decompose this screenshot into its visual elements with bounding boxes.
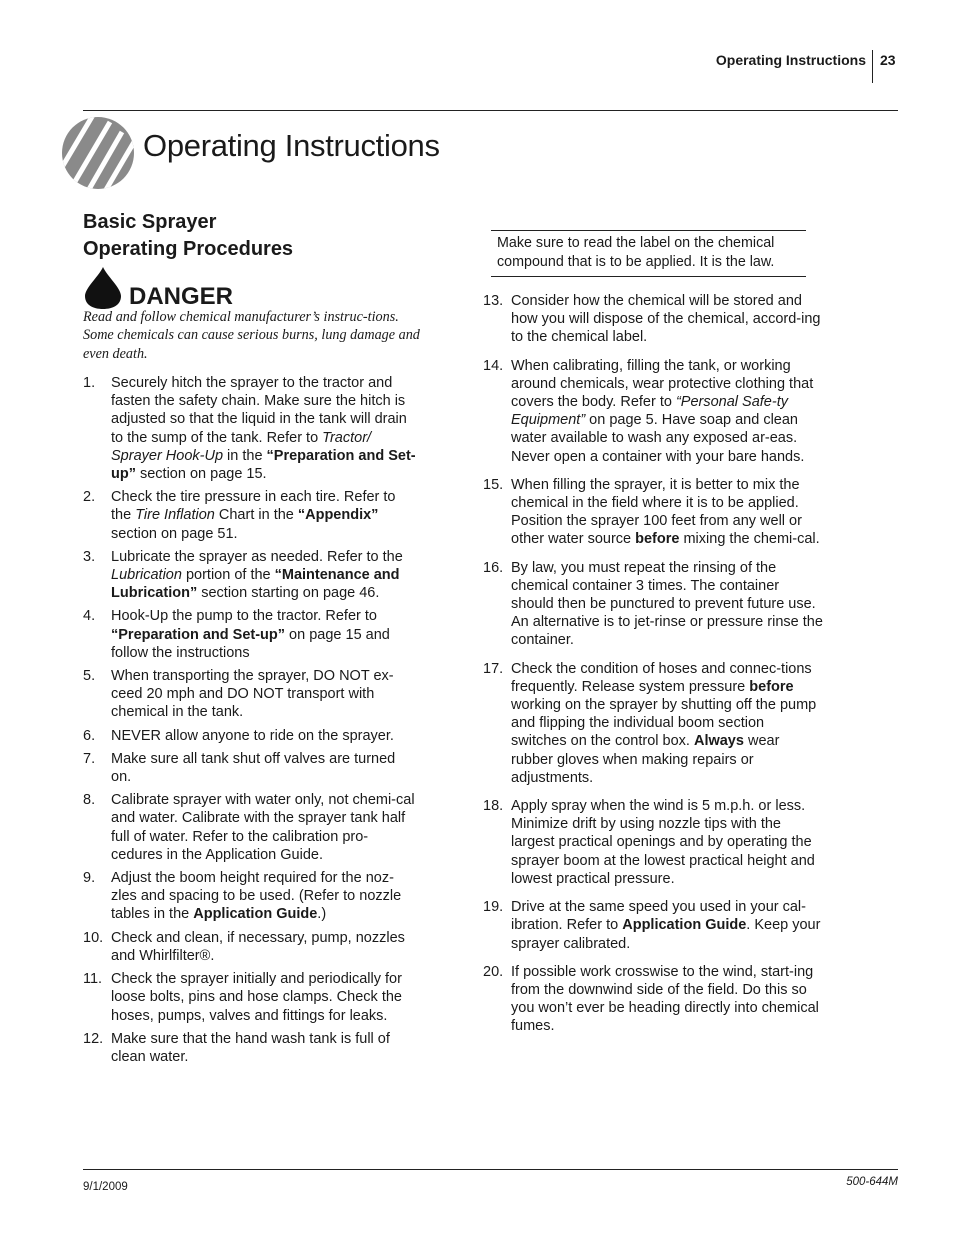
step-text	[511, 476, 823, 549]
step-text	[511, 292, 823, 347]
danger-teardrop-icon	[83, 266, 123, 310]
step-number: 17.	[483, 660, 504, 677]
step-item	[83, 374, 419, 483]
step-text-run: before	[635, 531, 680, 548]
step-text-run: in the	[223, 447, 267, 464]
step-text	[111, 488, 419, 543]
step-item	[483, 660, 823, 787]
step-text	[111, 869, 419, 924]
section-heading	[83, 209, 413, 263]
step-number: 7.	[83, 750, 96, 767]
section-heading-line-2: Operating Procedures	[83, 238, 294, 260]
step-text-run: . Keep your sprayer calibrated.	[511, 917, 821, 952]
step-number: 20.	[483, 963, 504, 980]
step-text-run: When filling the sprayer, it is better to mix the chemical in the field where it is to be applied. Position the sprayer 100 feet from any well or other water source	[511, 476, 802, 548]
step-text	[111, 374, 419, 483]
step-text-run: NEVER allow anyone to ride on the sprayer.	[111, 727, 394, 744]
step-text-run: “Preparation and Set-up”	[111, 447, 416, 483]
step-text-run: section on page 51.	[111, 525, 238, 542]
step-text-run: Securely hitch the sprayer to the tractor and fasten the safety chain. Make sure the hitch is adjusted so that the liquid in the tank will drain to the sump of the tank. Refer to	[111, 375, 407, 446]
page-number: 23	[880, 52, 896, 68]
step-text-run: Hook-Up the pump to the tractor. Refer to	[111, 608, 377, 625]
step-text-run: Lubrication	[111, 567, 182, 584]
step-text-run: Make sure that the hand wash tank is full of clean water.	[111, 1030, 390, 1065]
step-item	[83, 791, 419, 864]
step-text-run: working on the sprayer by shutting off the pump and flipping the individual boom section switches on the control box.	[511, 697, 817, 750]
step-number: 16.	[483, 559, 504, 576]
step-item	[83, 929, 419, 965]
step-number: 15.	[483, 476, 504, 493]
step-item	[83, 607, 419, 662]
step-number: 4.	[83, 608, 96, 625]
step-text-run: “Personal Safe-ty Equipment”	[511, 394, 788, 429]
step-item	[83, 750, 419, 786]
step-text-run: Chart in the	[214, 507, 298, 524]
step-number: 13.	[483, 293, 504, 309]
step-item	[483, 963, 823, 1036]
header-divider	[872, 50, 873, 83]
step-number: 3.	[83, 548, 96, 565]
step-text-run: Application Guide	[622, 917, 747, 934]
step-text-run: Drive at the same speed you used in your cal-ibration. Refer to	[511, 899, 806, 934]
step-text-run: before	[749, 678, 794, 695]
danger-label: DANGER	[129, 283, 234, 310]
step-text	[111, 548, 419, 603]
step-number: 18.	[483, 798, 504, 815]
step-text-run: Adjust the boom height required for the noz-zles and spacing to be used. (Refer to nozzle tables in the	[111, 870, 402, 923]
step-text-run: “Preparation and Set-up”	[111, 626, 286, 643]
step-text-run: When calibrating, filling the tank, or working around chemicals, wear protective clothing that covers the body. Refer to	[511, 357, 814, 411]
step-text-run: Apply spray when the wind is 5 m.p.h. or less. Minimize drift by using nozzle tips with the largest practical openings and by operating the sprayer boom at the lowest practical height and lowest practical pressure.	[511, 798, 815, 887]
step-text-run: section starting on page 46.	[197, 585, 380, 602]
step-text	[111, 791, 419, 864]
step-text-run: When transporting the sprayer, DO NOT ex-ceed 20 mph and DO NOT transport with chemical in the tank.	[111, 668, 394, 721]
step-text-run: .)	[317, 906, 327, 923]
step-text-run: section on page 15.	[135, 466, 267, 483]
top-rule	[83, 110, 898, 111]
step-text	[111, 750, 419, 786]
step-item	[83, 488, 419, 543]
step-item	[83, 869, 419, 924]
running-header-title: Operating Instructions	[715, 52, 866, 68]
step-text	[111, 727, 419, 745]
step-text-run: Check the condition of hoses and connec-tions frequently. Release system pressure	[511, 660, 812, 695]
step-item	[483, 357, 823, 466]
step-number: 5.	[83, 668, 96, 685]
step-text-run: on page 15 and follow the instructions	[111, 626, 390, 661]
step-number: 10.	[83, 929, 104, 946]
step-text-run: “Appendix”	[297, 507, 379, 524]
step-item	[483, 476, 823, 549]
chemical-label-note	[491, 230, 806, 277]
step-text-run: Check and clean, if necessary, pump, nozzles and Whirlfilter®.	[111, 929, 405, 964]
step-item	[83, 727, 419, 745]
step-text-run: Tractor/ Sprayer Hook-Up	[111, 429, 372, 464]
step-text-run: mixing the chemi-cal.	[679, 531, 820, 548]
danger-warning-text: Read and follow chemical manufacturer’s instruc-tions. Some chemicals can cause serious burns, lung damage and even death.	[83, 309, 420, 362]
step-text	[511, 898, 823, 953]
step-text	[111, 607, 419, 662]
step-item	[483, 898, 823, 953]
step-text-run: Tire Inflation	[135, 507, 215, 524]
step-item	[83, 970, 419, 1025]
step-item	[83, 1030, 419, 1066]
note-text: Make sure to read the label on the chemical compound that is to be applied. It is the law.	[497, 235, 775, 270]
step-number: 8.	[83, 792, 96, 809]
step-item	[483, 292, 823, 347]
step-item	[483, 559, 823, 650]
step-text-run: Consider how the chemical will be stored and how you will dispose of the chemical, accord-ing to the chemical label.	[511, 293, 821, 346]
step-text	[111, 929, 419, 965]
step-number: 2.	[83, 489, 96, 506]
stripe-circle-logo	[60, 116, 136, 190]
step-text	[511, 797, 823, 888]
step-text-run: portion of the	[181, 567, 275, 584]
step-text-run: Application Guide	[193, 906, 318, 923]
step-number: 9.	[83, 870, 96, 887]
step-number: 1.	[83, 375, 96, 391]
bottom-rule	[83, 1169, 898, 1170]
steps-list-left	[83, 374, 419, 1066]
step-text-run: Lubricate the sprayer as needed. Refer to the	[111, 548, 403, 565]
step-number: 12.	[83, 1030, 104, 1047]
steps-list-right	[483, 292, 823, 1036]
step-number: 19.	[483, 899, 504, 916]
step-text	[111, 1030, 419, 1066]
step-text	[511, 357, 823, 466]
step-text-run: Calibrate sprayer with water only, not chemi-cal and water. Calibrate with the sprayer tank half full of water. Refer to the calibration pro-cedures in the Application Guide.	[111, 792, 415, 863]
step-item	[83, 548, 419, 603]
section-heading-line-1: Basic Sprayer	[83, 211, 217, 233]
step-text	[111, 667, 419, 722]
step-number: 11.	[83, 971, 103, 988]
step-text-run: Always	[693, 733, 744, 750]
step-text-run: “Maintenance and Lubrication”	[111, 567, 400, 602]
step-number: 14.	[483, 357, 504, 374]
step-text-run: Check the sprayer initially and periodically for loose bolts, pins and hose clamps. Check the hoses, pumps, valves and fittings for leaks.	[111, 971, 402, 1024]
step-text	[511, 963, 823, 1036]
step-number: 6.	[83, 727, 96, 744]
footer-date: 9/1/2009	[83, 1181, 128, 1193]
step-text-run: wear rubber gloves when making repairs or adjustments.	[511, 733, 780, 786]
step-text-run: By law, you must repeat the rinsing of the chemical container 3 times. The container should then be punctured to prevent future use. An alternative is to jet-rinse or pressure rinse the container.	[511, 559, 823, 649]
step-item	[83, 667, 419, 722]
step-text	[511, 660, 823, 787]
chapter-title: Operating Instructions	[143, 128, 440, 163]
step-item	[483, 797, 823, 888]
step-text-run: Make sure all tank shut off valves are turned on.	[111, 750, 396, 786]
footer-doc-number: 500-644M	[846, 1176, 898, 1188]
step-text-run: on page 5. Have soap and clean water available to wash any exposed ar-eas. Never open a container with your bare hands.	[511, 412, 805, 465]
step-text	[111, 970, 419, 1025]
step-text	[511, 559, 823, 650]
step-text-run: If possible work crosswise to the wind, start-ing from the downwind side of the field. Do this so you won’t ever be heading directly into chemical fumes.	[511, 963, 819, 1035]
step-text-run: Check the tire pressure in each tire. Refer to the	[111, 489, 396, 524]
